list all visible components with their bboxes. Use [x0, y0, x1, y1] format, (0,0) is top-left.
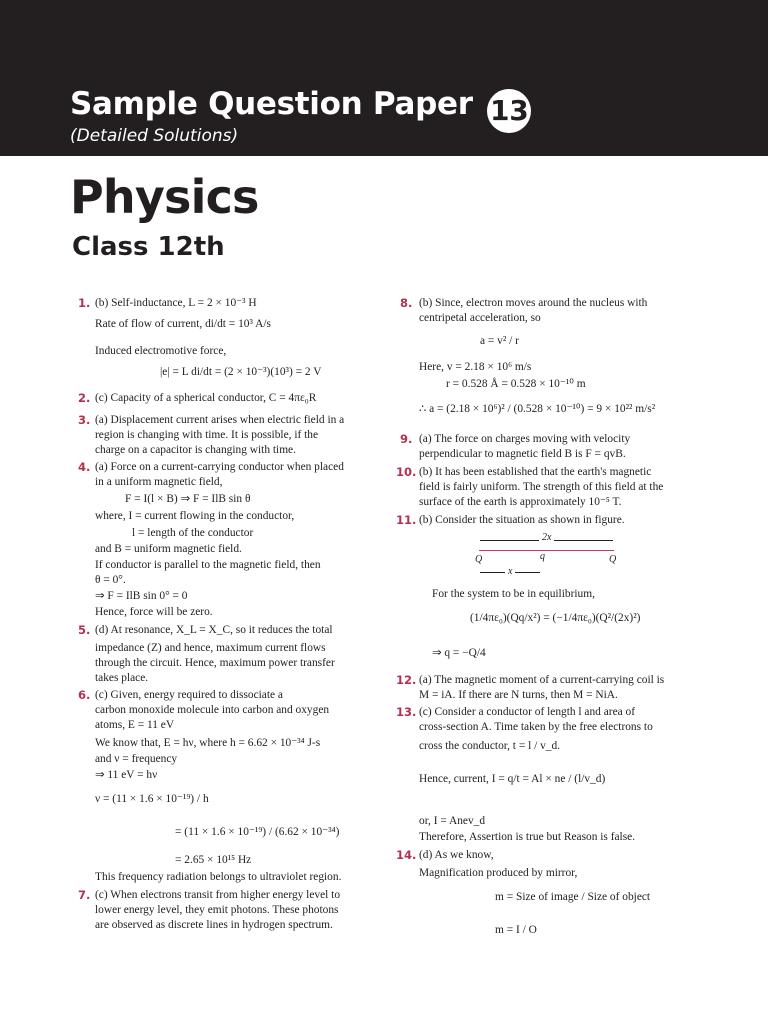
- question-number: 13.: [396, 705, 417, 719]
- solution-line: (c) Capacity of a spherical conductor, C = 4πε₀R: [95, 392, 317, 404]
- solution-line: and ν = frequency: [95, 753, 178, 765]
- solution-line: (c) Given, energy required to dissociate a: [95, 689, 283, 701]
- question-number: 14.: [396, 848, 417, 862]
- solution-line: (a) The force on charges moving with velocity: [419, 433, 631, 445]
- charge-q-left: Q: [475, 554, 483, 565]
- equation-line: ∴ a = (2.18 × 10⁶)² / (0.528 × 10⁻¹⁰) = 9 × 10²² m/s²: [419, 403, 656, 415]
- solution-line: Magnification produced by mirror,: [419, 867, 578, 879]
- solution-line: This frequency radiation belongs to ultraviolet region.: [95, 871, 342, 883]
- equation-line: Hence, current, I = q/t = Al × ne / (l/v_d): [419, 773, 606, 785]
- equation-line: ⇒ 11 eV = hν: [95, 769, 158, 781]
- label-2x: 2x: [539, 532, 554, 543]
- solution-line: Induced electromotive force,: [95, 345, 227, 357]
- solution-line: impedance (Z) and hence, maximum current flows: [95, 642, 326, 654]
- solution-line: carbon monoxide molecule into carbon and oxygen: [95, 704, 330, 716]
- paper-title-text: Sample Question Paper: [70, 86, 473, 122]
- class-label: Class 12th: [72, 232, 225, 262]
- solution-line: atoms, E = 11 eV: [95, 719, 175, 731]
- equation-line: a = v² / r: [480, 335, 519, 347]
- solution-line: (c) When electrons transit from higher energy level to: [95, 889, 341, 901]
- question-number: 1.: [78, 296, 91, 310]
- question-number: 3.: [78, 413, 91, 427]
- equation-line: (1/4πε₀)(Qq/x²) = (−1/4πε₀)(Q²/(2x)²): [470, 612, 641, 624]
- subject-title: Physics: [70, 170, 259, 224]
- solution-line: Here, v = 2.18 × 10⁶ m/s: [419, 361, 532, 373]
- solution-line: and B = uniform magnetic field.: [95, 543, 242, 555]
- solution-line: M = iA. If there are N turns, then M = NiA.: [419, 689, 618, 701]
- solution-line: are observed as discrete lines in hydrogen spectrum.: [95, 919, 333, 931]
- solution-line: θ = 0°.: [95, 574, 126, 586]
- solution-line: centripetal acceleration, so: [419, 312, 541, 324]
- solution-line: through the circuit. Hence, maximum power transfer: [95, 657, 335, 669]
- solution-line: (b) Self-inductance, L = 2 × 10⁻³ H: [95, 297, 257, 309]
- solution-line: field is fairly uniform. The strength of this field at the: [419, 481, 664, 493]
- charge-line: [479, 550, 614, 551]
- question-number: 8.: [400, 296, 413, 310]
- solution-line: l = length of the conductor: [132, 527, 254, 539]
- solution-line: where, I = current flowing in the conductor,: [95, 510, 295, 522]
- solution-line: (d) As we know,: [419, 849, 494, 861]
- equation-line: F = I(l × B) ⇒ F = IlB sin θ: [125, 493, 251, 505]
- paper-number-badge: 13: [487, 89, 531, 133]
- question-number: 6.: [78, 688, 91, 702]
- equation-line: or, I = Anev_d: [419, 815, 486, 827]
- solution-line: takes place.: [95, 672, 149, 684]
- solution-line: (b) Consider the situation as shown in figure.: [419, 514, 625, 526]
- solution-line: Therefore, Assertion is true but Reason is false.: [419, 831, 636, 843]
- question-number: 11.: [396, 513, 417, 527]
- question-number: 12.: [396, 673, 417, 687]
- solution-line: charge on a capacitor is changing with time.: [95, 444, 296, 456]
- solution-line: (a) Force on a current-carrying conductor when placed: [95, 461, 344, 473]
- solution-line: region is changing with time. It is possible, if the: [95, 429, 319, 441]
- solution-line: surface of the earth is approximately 10⁻⁵ T.: [419, 496, 622, 508]
- solution-line: cross-section A. Time taken by the free electrons to: [419, 721, 653, 733]
- solution-line: (b) Since, electron moves around the nucleus with: [419, 297, 648, 309]
- solution-line: (d) At resonance, X_L = X_C, so it reduces the total: [95, 624, 333, 636]
- question-number: 5.: [78, 623, 91, 637]
- equation-line: cross the conductor, t = l / v_d.: [419, 740, 561, 752]
- header-banner: [0, 0, 768, 156]
- solution-line: If conductor is parallel to the magnetic field, then: [95, 559, 321, 571]
- solution-line: (a) The magnetic moment of a current-carrying coil is: [419, 674, 665, 686]
- solution-line: perpendicular to magnetic field B is F = qvB.: [419, 448, 626, 460]
- solution-line: lower energy level, they emit photons. These photons: [95, 904, 339, 916]
- question-number: 7.: [78, 888, 91, 902]
- equation-line: ⇒ F = IlB sin 0° = 0: [95, 590, 188, 602]
- solution-line: in a uniform magnetic field,: [95, 476, 223, 488]
- question-number: 10.: [396, 465, 417, 479]
- solution-line: Rate of flow of current, di/dt = 10³ A/s: [95, 318, 271, 330]
- solution-line: For the system to be in equilibrium,: [432, 588, 595, 600]
- paper-subtitle: (Detailed Solutions): [70, 126, 239, 146]
- question-number: 9.: [400, 432, 413, 446]
- question-number: 2.: [78, 391, 91, 405]
- solution-line: (c) Consider a conductor of length l and area of: [419, 706, 636, 718]
- charge-q-middle: q: [540, 551, 545, 562]
- equation-line: = 2.65 × 10¹⁵ Hz: [175, 854, 252, 866]
- equation-line: m = Size of image / Size of object: [495, 891, 651, 903]
- equation-line: ⇒ q = −Q/4: [432, 647, 486, 659]
- equation-line: = (11 × 1.6 × 10⁻¹⁹) / (6.62 × 10⁻³⁴): [175, 826, 340, 838]
- solution-line: (a) Displacement current arises when electric field in a: [95, 414, 345, 426]
- equation-line: m = I / O: [495, 924, 537, 936]
- charge-q-right: Q: [609, 554, 617, 565]
- solution-line: (b) It has been established that the earth's magnetic: [419, 466, 652, 478]
- question-number: 4.: [78, 460, 91, 474]
- solution-line: r = 0.528 Å = 0.528 × 10⁻¹⁰ m: [446, 378, 586, 390]
- solution-line: We know that, E = hν, where h = 6.62 × 10⁻³⁴ J-s: [95, 737, 321, 749]
- equation-line: ν = (11 × 1.6 × 10⁻¹⁹) / h: [95, 793, 209, 805]
- solution-line: Hence, force will be zero.: [95, 606, 213, 618]
- label-x: x: [505, 566, 515, 577]
- equation-line: |e| = L di/dt = (2 × 10⁻³)(10³) = 2 V: [160, 366, 322, 378]
